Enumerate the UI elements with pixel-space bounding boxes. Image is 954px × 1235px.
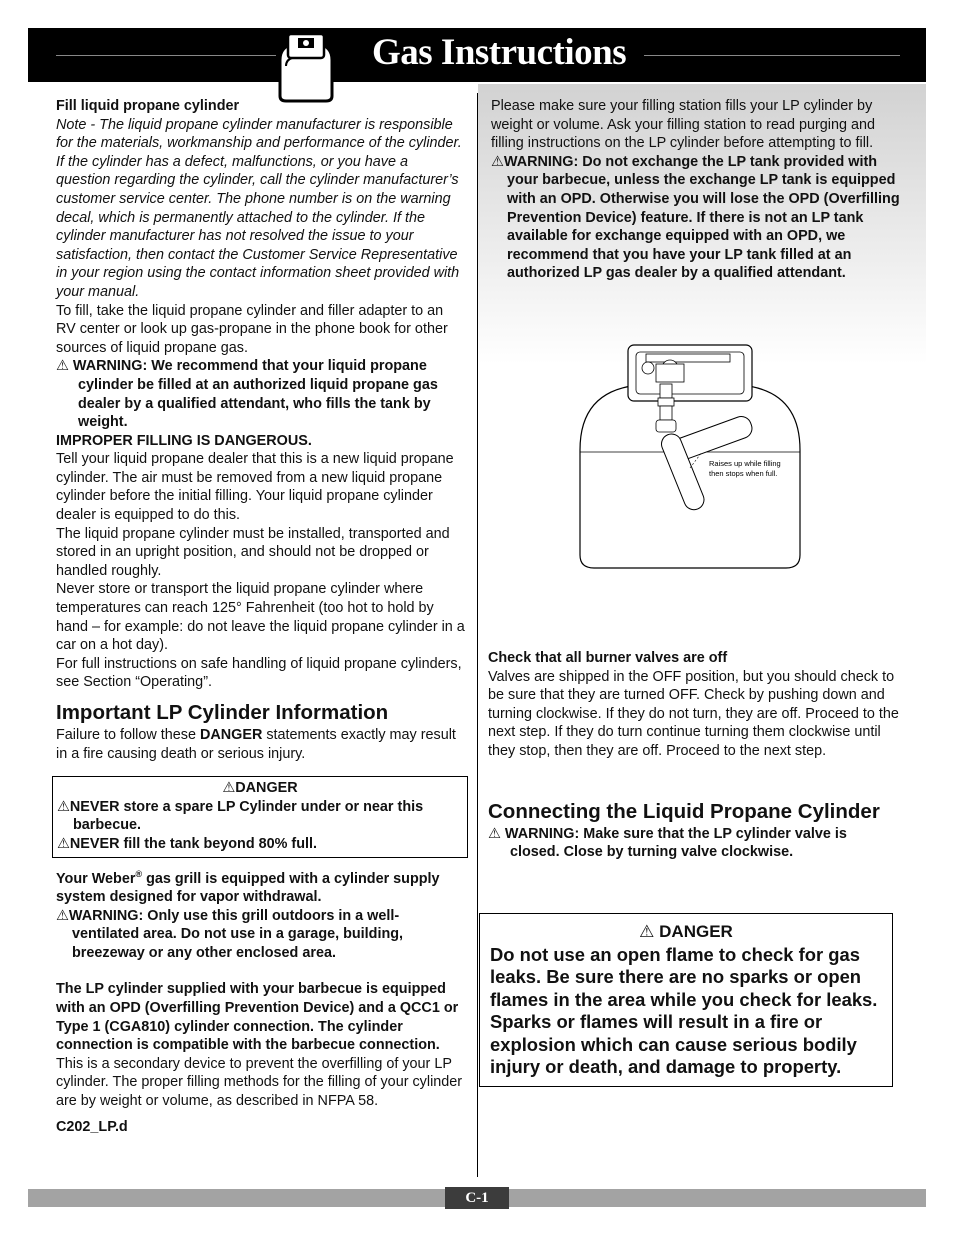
warning-triangle-icon: ⚠	[639, 922, 655, 941]
failure-paragraph: Failure to follow these DANGER statements exactly may result in a fire causing death or serious injury.	[56, 727, 456, 762]
danger-item-spare: ⚠NEVER store a spare LP Cylinder under or near this barbecue.	[57, 798, 424, 834]
connecting-heading: Connecting the Liquid Propane Cylinder	[488, 799, 880, 823]
right-column	[488, 97, 900, 283]
left-column	[56, 97, 466, 1137]
danger-box-open-flame	[479, 913, 893, 1087]
fill-heading: Fill liquid propane cylinder	[56, 98, 240, 114]
danger-open-flame-text: Do not use an open flame to check for gas leaks. Be sure there are no sparks or open flames in the area while you check for leaks. Sparks or flames will result in a fire or explosion which can cause serious bodily injury or death, and damage to property.	[490, 943, 878, 1077]
page-title: Gas Instructions	[372, 32, 627, 73]
danger-title: ⚠DANGER	[222, 780, 298, 797]
danger-box-spare-cylinder	[52, 776, 468, 857]
opd-paragraph: This is a secondary device to prevent the overfilling of your LP cylinder. The proper filling methods for the filling of your cylinder are by weight or volume, as described in NFPA 58.	[56, 1055, 463, 1109]
filling-station-paragraph: Please make sure your filling station fills your LP cylinder by weight or volume. Ask your filling station to read purging and filling instructions on the LP cylinder before attempting to fill.	[491, 98, 875, 152]
warning-triangle-icon: ⚠	[56, 358, 69, 375]
improper-filling-notice: IMPROPER FILLING IS DANGEROUS.	[56, 432, 312, 449]
warning-close-valve: ⚠ WARNING: Make sure that the LP cylinder valve is closed. Close by turning valve clockwise.	[488, 825, 847, 861]
warning-triangle-icon: ⚠	[56, 907, 69, 924]
fill-paragraph: To fill, take the liquid propane cylinder and filler adapter to an RV center or look up gas-propane in the phone book for other sources of liquid propane gas.	[56, 302, 448, 356]
warning-triangle-icon: ⚠	[491, 153, 504, 170]
header-rule-right	[644, 55, 900, 56]
opd-bold-paragraph: The LP cylinder supplied with your barbecue is equipped with an OPD (Overfilling Prevention Device) and a QCC1 or Type 1 (CGA810) cylinder connection. The cylinder connection is compatible with the barbecue connection.	[56, 981, 459, 1054]
warning-triangle-icon: ⚠	[57, 835, 70, 852]
warning-exchange-tank: ⚠WARNING: Do not exchange the LP tank provided with your barbecue, unless the exchange LP tank is equipped with an OPD. Otherwise you will lose the OPD (Overfilling Prevention Device) feature. If there is not an LP tank available for exchange equipped with an OPD, we recommend that you have your LP tank filled at an authorized LP gas dealer by a qualified attendant.	[491, 153, 900, 282]
propane-tank-icon	[274, 30, 338, 104]
warning-triangle-icon: ⚠	[488, 825, 501, 842]
danger-item-80-percent: ⚠NEVER fill the tank beyond 80% full.	[57, 835, 317, 852]
burner-valve-section	[488, 649, 900, 862]
check-valves-paragraph: Valves are shipped in the OFF position, but you should check to be sure that they are turned OFF. Check by pushing down and turning clockwise. If they do not turn, they are off. Proceed to the next step. If they do turn continue turning them clockwise until they stop, then they are off. Proceed to the next step.	[488, 668, 899, 759]
opd-cylinder-diagram	[570, 340, 810, 580]
paragraph-upright: The liquid propane cylinder must be installed, transported and stored in an upright position, and should not be dropped or handled roughly.	[56, 525, 450, 579]
header-rule-left	[56, 55, 276, 56]
document-code: C202_LP.d	[56, 1119, 128, 1136]
fill-note: Note - The liquid propane cylinder manufacturer is responsible for the materials, workmanship and performance of the cylinder. If the cylinder has a defect, malfunctions, or you have a question regarding the cylinder, call the cylinder manufacturer’s customer service center. The phone number is on the warning decal, which is permanently attached to the cylinder. If the cylinder manufacturer has not resolved the issue to your satisfaction, then contact the Customer Service Representative in your region using the contact information sheet provided with your manual.	[56, 116, 462, 300]
warning-outdoors: ⚠WARNING: Only use this grill outdoors in a well-ventilated area. Do not use in a garage, building, breezeway or any other enclosed area.	[56, 907, 404, 961]
check-valves-heading: Check that all burner valves are off	[488, 650, 728, 666]
warning-authorized-dealer: ⚠ WARNING: We recommend that your liquid propane cylinder be filled at an authorized liquid propane gas dealer by a qualified attendant, who fills the tank by weight.	[56, 358, 438, 431]
page-number: C-1	[445, 1187, 509, 1209]
diagram-label-line2: then stops when full.	[709, 469, 778, 478]
warning-triangle-icon: ⚠	[222, 780, 236, 797]
paragraph-full-instructions: For full instructions on safe handling of liquid propane cylinders, see Section “Operating”.	[56, 655, 462, 691]
column-divider	[477, 93, 478, 1177]
paragraph-temperature: Never store or transport the liquid propane cylinder where temperatures can reach 125° Fahrenheit (too hot to hold by hand – for example: do not leave the liquid propane cylinder in a car on a hot day).	[56, 581, 465, 654]
page-header	[28, 28, 926, 82]
paragraph-new-cylinder: Tell your liquid propane dealer that this is a new liquid propane cylinder. The air must be removed from a new liquid propane cylinder before the initial filling. Your liquid propane cylinder dealer is equipped to do this.	[56, 451, 454, 524]
weber-vapor-paragraph: Your Weber® gas grill is equipped with a cylinder supply system designed for vapor withdrawal.	[56, 868, 440, 905]
diagram-label-line1: Raises up while filling	[709, 459, 781, 468]
warning-triangle-icon: ⚠	[57, 798, 70, 815]
important-heading: Important LP Cylinder Information	[56, 701, 389, 724]
danger-title: ⚠ DANGER	[639, 922, 733, 941]
